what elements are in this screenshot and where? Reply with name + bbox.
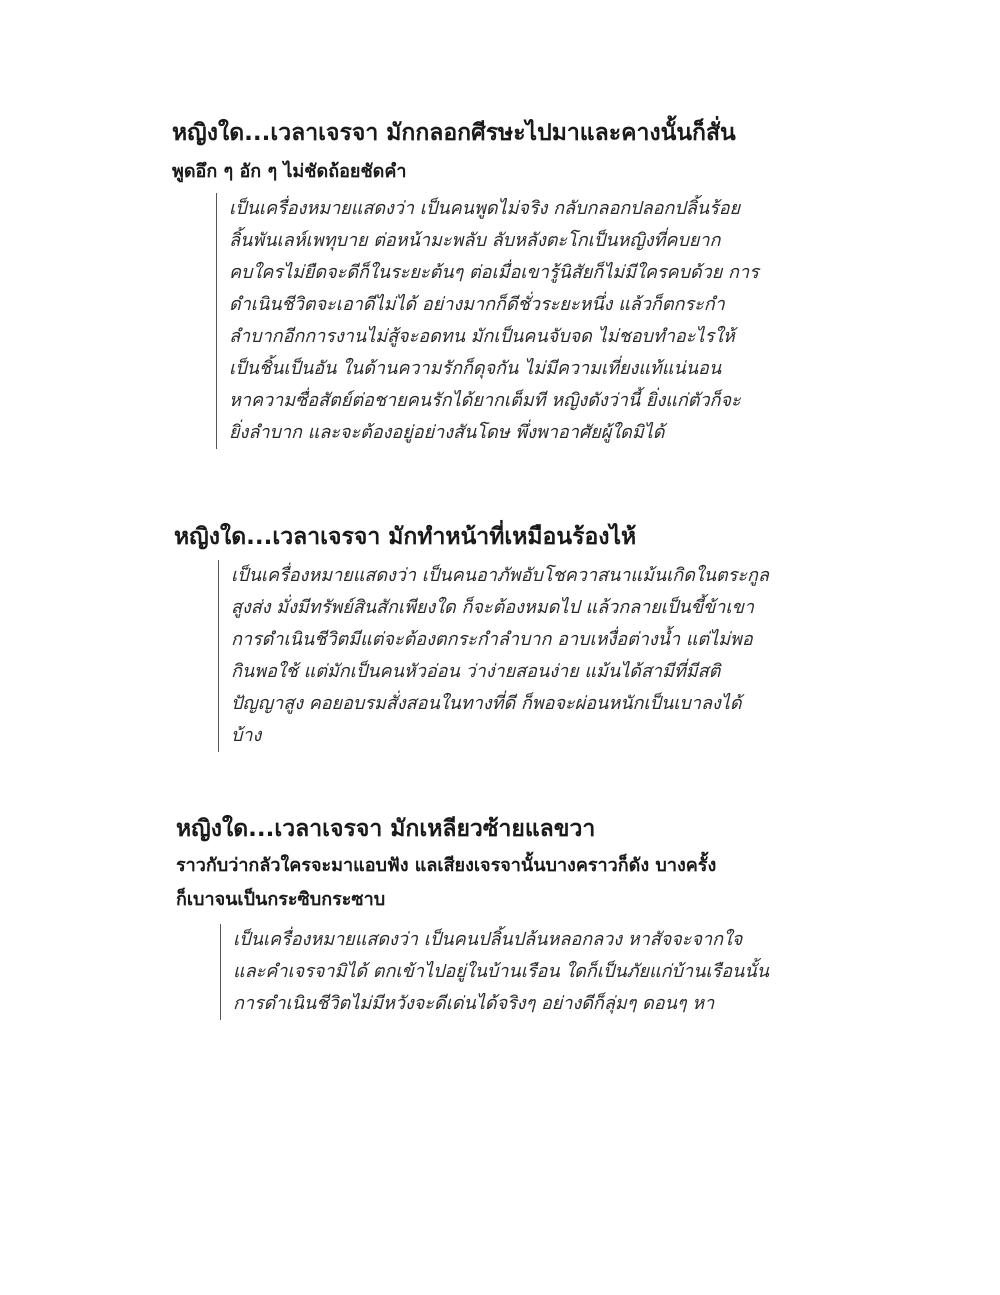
section-heading: หญิงใด...เวลาเจรจา มักทำหน้าที่เหมือนร้องไห้ bbox=[174, 524, 637, 550]
body-line: บ้าง bbox=[231, 725, 262, 746]
body-line: สูงส่ง มั่งมีทรัพย์สินสักเพียงใด ก็จะต้องหมดไป แล้วกลายเป็นขี้ข้าเขา bbox=[231, 597, 754, 618]
section-body bbox=[220, 924, 769, 1020]
body-line: เป็นเครื่องหมายแสดงว่า เป็นคนปลิ้นปล้นหลอกลวง หาสัจจะจากใจ bbox=[233, 929, 743, 950]
body-line: เป็นชิ้นเป็นอัน ในด้านความรักก็ดุจกัน ไม่มีความเที่ยงแท้แน่นอน bbox=[229, 358, 722, 379]
section-subheading: ราวกับว่ากลัวใครจะมาแอบฟัง แลเสียงเจรจานั้นบางคราวก็ดัง บางครั้ง bbox=[176, 855, 717, 876]
body-line: และคำเจรจามิได้ ตกเข้าไปอยู่ในบ้านเรือน ใดก็เป็นภัยแก่บ้านเรือนนั้น bbox=[233, 961, 769, 982]
section-heading: หญิงใด...เวลาเจรจา มักกลอกศีรษะไปมาและคางนั้นก็สั่น bbox=[172, 120, 736, 146]
body-line: เป็นเครื่องหมายแสดงว่า เป็นคนอาภัพอับโชควาสนาแม้นเกิดในตระกูล bbox=[231, 565, 769, 586]
body-line: การดำเนินชีวิตมีแต่จะต้องตกระกำลำบาก อาบเหงื่อต่างน้ำ แต่ไม่พอ bbox=[231, 629, 753, 650]
body-line: ลำบากอีกการงานไม่สู้จะอดทน มักเป็นคนจับจด ไม่ชอบทำอะไรให้ bbox=[229, 326, 735, 347]
body-line: ปัญญาสูง คอยอบรมสั่งสอนในทางที่ดี ก็พอจะผ่อนหนักเป็นเบาลงได้ bbox=[231, 693, 742, 714]
body-line: การดำเนินชีวิตไม่มีหวังจะดีเด่นได้จริงๆ อย่างดีก็ลุ่มๆ ดอนๆ หา bbox=[233, 993, 715, 1014]
section-body bbox=[218, 560, 769, 752]
body-line: ยิ่งลำบาก และจะต้องอยู่อย่างสันโดษ พึ่งพาอาศัยผู้ใดมิได้ bbox=[229, 422, 665, 443]
body-line: ดำเนินชีวิตจะเอาดีไม่ได้ อย่างมากก็ดีชั่วระยะหนึ่ง แล้วก็ตกระกำ bbox=[229, 294, 725, 315]
body-line: กินพอใช้ แต่มักเป็นคนหัวอ่อน ว่าง่ายสอนง่าย แม้นได้สามีที่มีสติ bbox=[231, 661, 721, 682]
section-subheading: พูดอึก ๆ อัก ๆ ไม่ชัดถ้อยชัดคำ bbox=[172, 161, 407, 182]
section-heading: หญิงใด...เวลาเจรจา มักเหลียวซ้ายแลขวา bbox=[176, 816, 596, 842]
section-body bbox=[216, 193, 759, 449]
body-line: เป็นเครื่องหมายแสดงว่า เป็นคนพูดไม่จริง กลับกลอกปลอกปลิ้นร้อย bbox=[229, 198, 741, 219]
body-line: คบใครไม่ยืดจะดีก็ในระยะต้นๆ ต่อเมื่อเขารู้นิสัยก็ไม่มีใครคบด้วย การ bbox=[229, 262, 759, 283]
body-line: ลิ้นพันเลห์เพทุบาย ต่อหน้ามะพลับ ลับหลังตะโกเป็นหญิงที่คบยาก bbox=[229, 230, 721, 251]
body-line: หาความซื่อสัตย์ต่อชายคนรักได้ยากเต็มที หญิงดังว่านี้ ยิ่งแก่ตัวก็จะ bbox=[229, 390, 741, 411]
section-subheading: ก็เบาจนเป็นกระซิบกระซาบ bbox=[176, 889, 386, 910]
